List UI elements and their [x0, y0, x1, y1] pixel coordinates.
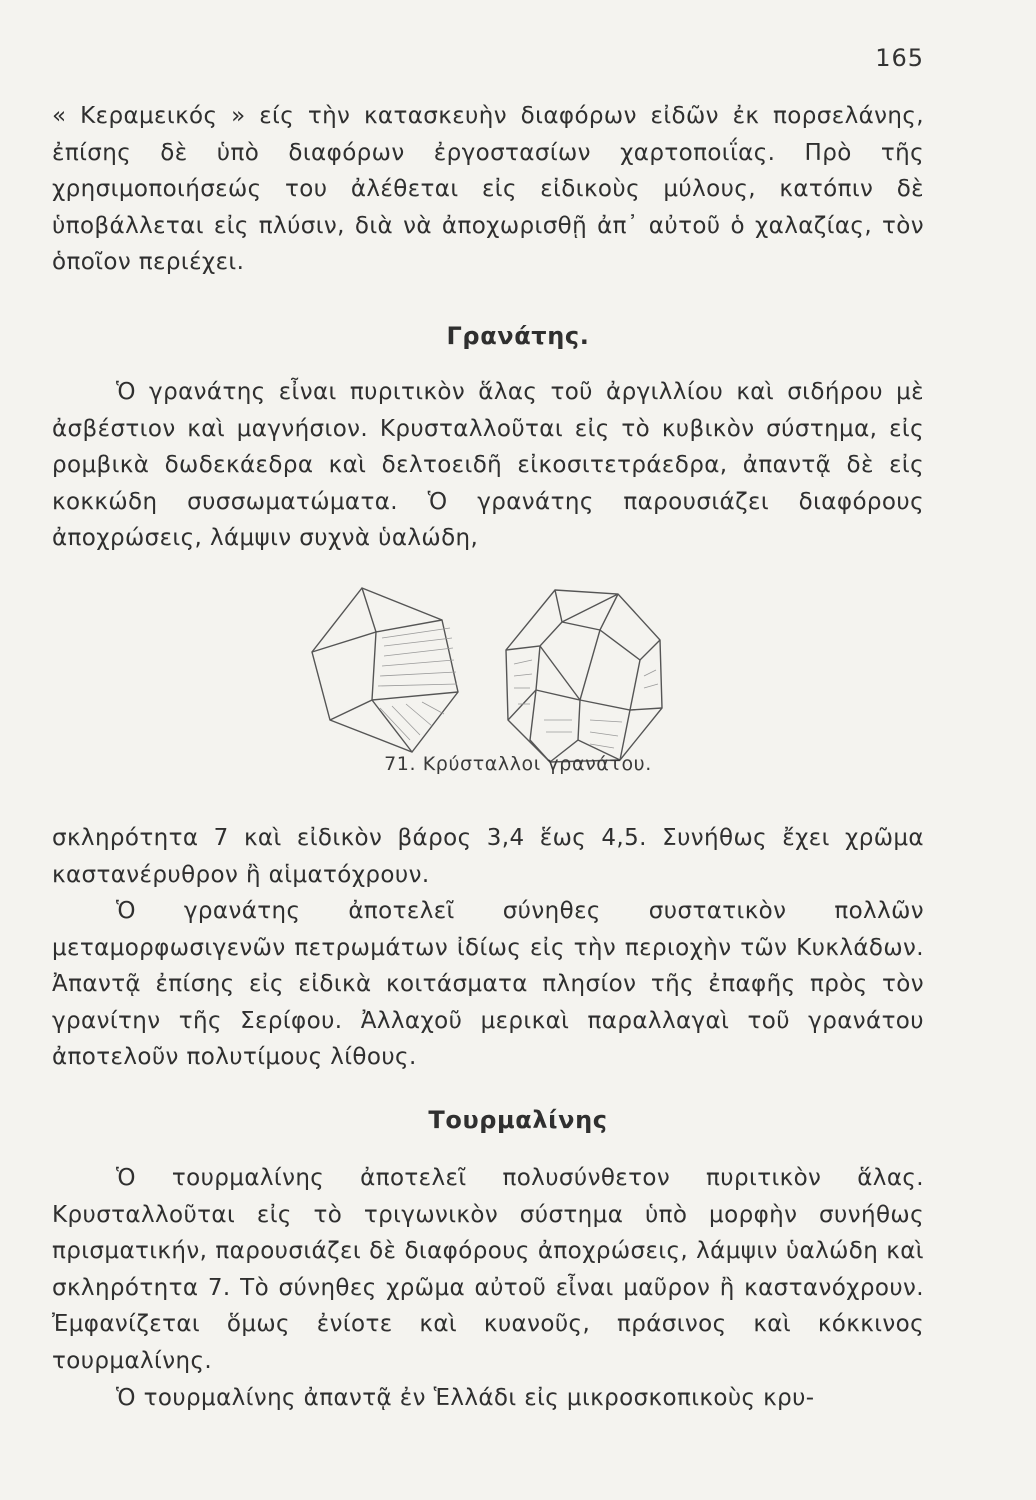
paragraph-garnet-occurrence: Ὁ γρανάτης ἀποτελεῖ σύνηθες συστατικὸν πολλῶν μεταμορφωσιγενῶν πετρωμάτων ἰδίως εἰς τὴν περιοχὴν τῶν Κυκλάδων. Ἀπαντᾷ ἐπίσης εἰς εἰδικὰ κοιτάσματα πλησίον τῆς ἐπαφῆς πρὸς τὸν γρανίτην τῆς Σερίφου. Ἀλλαχοῦ μερικαὶ παραλλαγαὶ τοῦ γρανάτου ἀποτελοῦν πολυτίμους λίθους. [52, 898, 924, 1071]
figure-caption: 71. Κρύσταλλοι γρανάτου. [384, 753, 652, 775]
paragraph-tourmaline-occurrence: Ὁ τουρμαλίνης ἀπαντᾷ ἐν Ἑλλάδι εἰς μικροσκοπικοὺς κρυ- [116, 1385, 815, 1411]
paragraph-kaolin-end: « Κεραμεικός » είς τὴν κατασκευὴν διαφόρων εἰδῶν ἐκ πορσελάνης, ἐπίσης δὲ ὑπὸ διαφόρων ἐργοστασίων χαρτοποιΐας. Πρὸ τῆς χρησιμοποιήσεώς του ἀλέθεται εἰς εἰδικοὺς μύλους, κατόπιν δὲ ὑποβάλλεται εἰς πλύσιν, διὰ νὰ ἀποχωρισθῇ ἀπ᾿ αὐτοῦ ὁ χαλαζίας, τὸν ὁποῖον περιέχει. [52, 103, 924, 276]
icositetrahedron-crystal [506, 590, 662, 762]
page-number: 165 [875, 44, 924, 72]
garnet-crystals-figure [300, 580, 700, 780]
paragraph-tourmaline-intro: Ὁ τουρμαλίνης ἀποτελεῖ πολυσύνθετον πυριτικὸν ἅλας. Κρυσταλλοῦται εἰς τὸ τριγωνικὸν σύστημα ὑπὸ μορφὴν συνήθως πρισματικήν, παρουσιάζει δὲ διαφόρους ἀποχρώσεις, λάμψιν ὑαλώδη καὶ σκληρότητα 7. Τὸ σύνηθες χρῶμα αὐτοῦ εἶναι μαῦρον ἢ καστανόχρουν. Ἐμφανίζεται ὅμως ἐνίοτε καὶ κυανοῦς, πράσινος καὶ κόκκινος τουρμαλίνης. [52, 1165, 924, 1374]
garnet-crystals-drawing [300, 580, 700, 780]
heading-garnet: Γρανάτης. [446, 322, 590, 350]
paragraph-garnet-properties: σκληρότητα 7 καὶ εἰδικὸν βάρος 3,4 ἕως 4,5. Συνήθως ἔχει χρῶμα καστανέρυθρον ἢ αἱματόχρουν. [52, 825, 924, 888]
paragraph-garnet-intro: Ὁ γρανάτης εἶναι πυριτικὸν ἅλας τοῦ ἀργιλλίου καὶ σιδήρου μὲ ἀσβέστιον καὶ μαγνήσιον. Κρυσταλλοῦται εἰς τὸ κυβικὸν σύστημα, εἰς ρομβικὰ δωδεκάεδρα καὶ δελτοειδῆ εἰκοσιτετράεδρα, ἀπαντᾷ δὲ εἰς κοκκώδη συσσωματώματα. Ὁ γρανάτης παρουσιάζει διαφόρους ἀποχρώσεις, λάμψιν συχνὰ ὑαλώδη, [52, 379, 924, 552]
heading-tourmaline: Τουρμαλίνης [428, 1106, 608, 1134]
dodecahedron-crystal [312, 588, 458, 752]
